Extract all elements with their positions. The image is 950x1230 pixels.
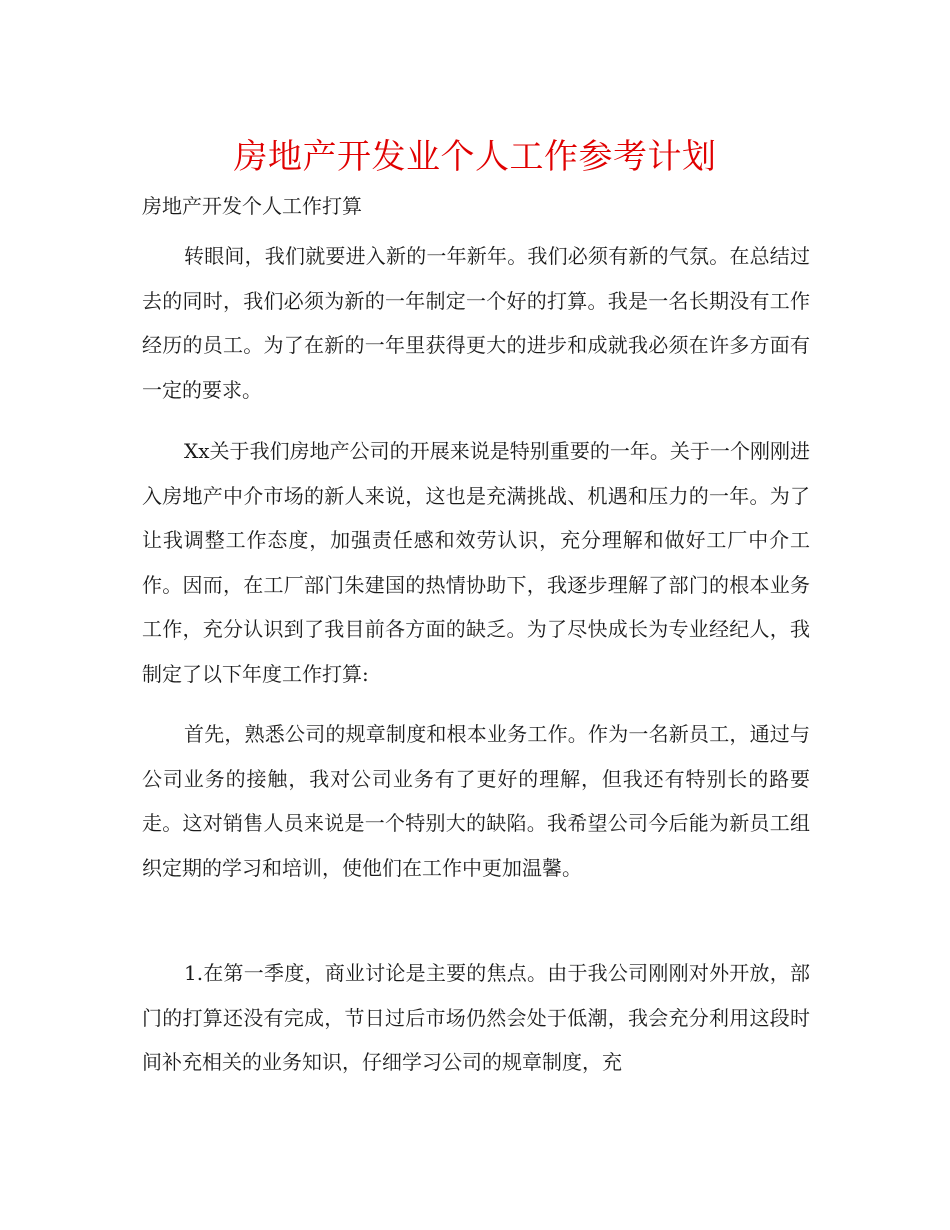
paragraph: 首先，熟悉公司的规章制度和根本业务工作。作为一名新员工，通过与公司业务的接触，我对公司业务有了更好的理解，但我还有特别长的路要走。这对销售人员来说是一个特别大的缺陷。我希望公司今后能为新员工组织定期的学习和培训，使他们在工作中更加温馨。 bbox=[142, 722, 810, 880]
paragraph: 1.在第一季度，商业讨论是主要的焦点。由于我公司刚刚对外开放，部门的打算还没有完成，节日过后市场仍然会处于低潮，我会充分利用这段时间补充相关的业务知识，仔细学习公司的规章制度，充 bbox=[142, 961, 810, 1074]
document-subtitle: 房地产开发个人工作打算 bbox=[142, 194, 362, 218]
paragraph: Xx关于我们房地产公司的开展来说是特别重要的一年。关于一个刚刚进入房地产中介市场的新人来说，这也是充满挑战、机遇和压力的一年。为了让我调整工作态度，加强责任感和效劳认识，充分理解和做好工厂中介工作。因而，在工厂部门朱建国的热情协助下，我逐步理解了部门的根本业务工作，充分认识到了我目前各方面的缺乏。为了尽快成长为专业经纪人，我制定了以下年度工作打算: bbox=[142, 439, 810, 686]
document-title: 房地产开发业个人工作参考计划 bbox=[233, 137, 717, 177]
paragraph: 转眼间，我们就要进入新的一年新年。我们必须有新的气氛。在总结过去的同时，我们必须为新的一年制定一个好的打算。我是一名长期没有工作经历的员工。为了在新的一年里获得更大的进步和成就我必须在许多方面有一定的要求。 bbox=[142, 244, 810, 402]
